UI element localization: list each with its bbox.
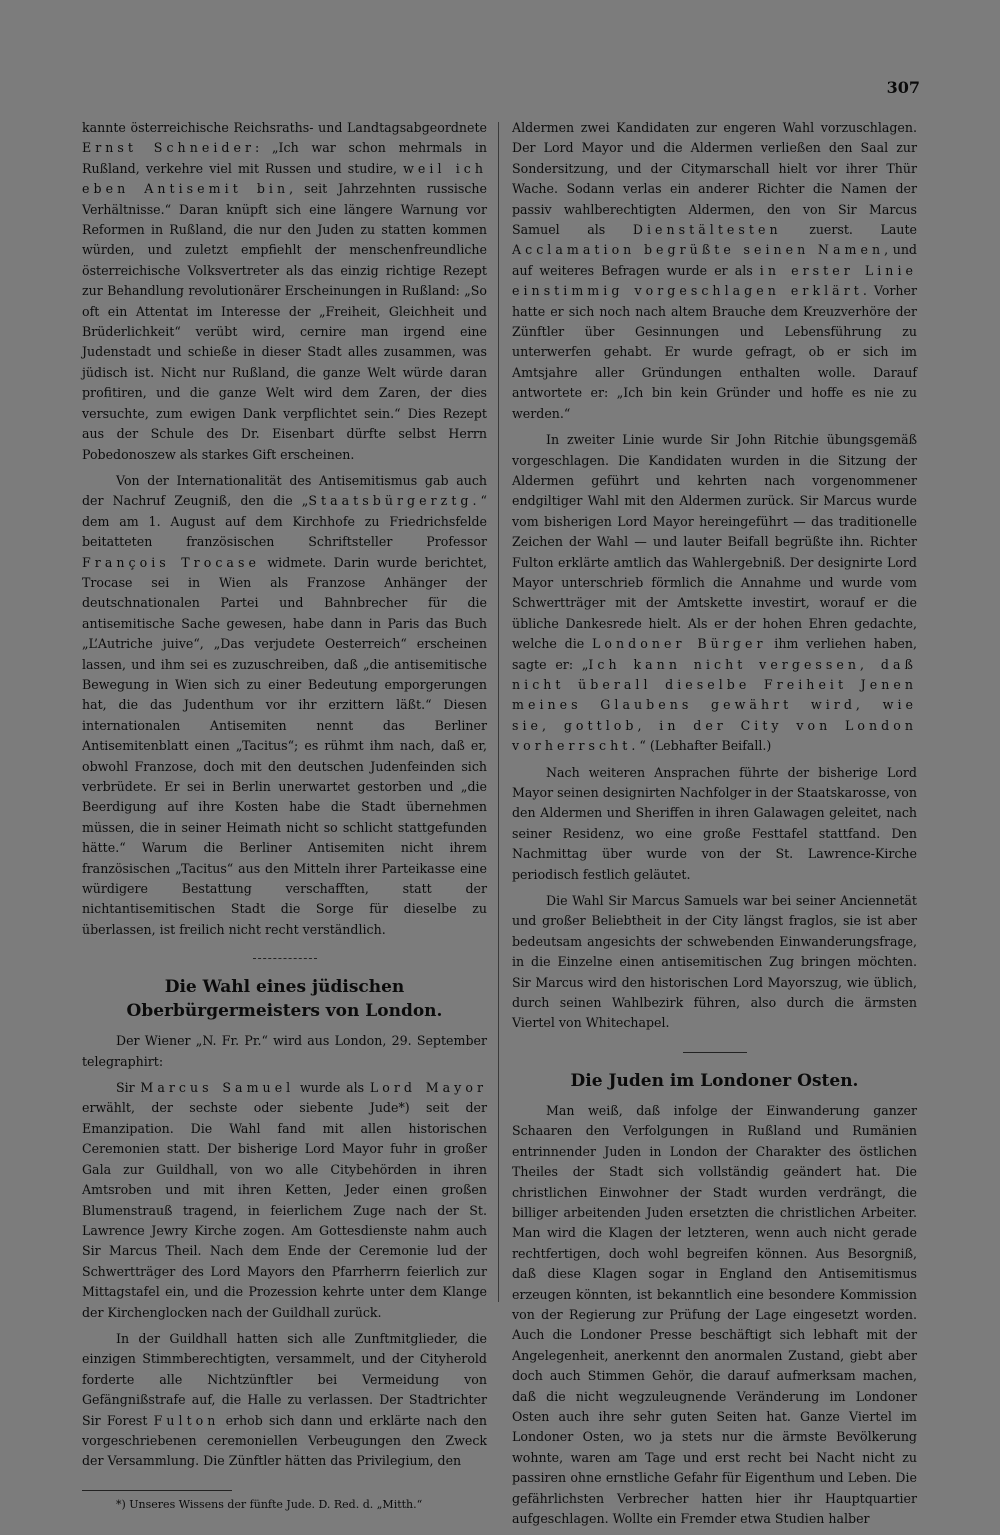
section-divider bbox=[253, 958, 317, 959]
text: “ dem am 1. August auf dem Kirchhofe zu Friedrichsfelde beitatteten französischen Schriftsteller Professor bbox=[82, 493, 487, 550]
text: In der Guildhall hatten sich alle Zunftmitglieder, die einzigen Stimmberechtigten, versammelt, und der Cityherold forderte alle Nichtzünftler bei Vermeidung von Gefängnißstrafe auf, die Halle zu verlassen. Der Stadtrichter Sir Forest bbox=[82, 1330, 487, 1428]
text: “ (Lebhafter Beifall.) bbox=[639, 738, 772, 754]
section-divider bbox=[683, 1052, 747, 1053]
text: erhob sich dann und erklärte nach den vorgeschriebenen ceremoniellen Verbeugungen den Zweck der Versammlung. Die Zünftler hätten das Privilegium, den bbox=[82, 1412, 487, 1469]
right-paragraph-1 bbox=[512, 118, 917, 424]
emphasis-text: in erster Linie einstimmig vorgeschlagen erklärt bbox=[512, 262, 917, 299]
left-paragraph-2 bbox=[82, 471, 487, 940]
emphasis-text: Lord Mayor bbox=[369, 1080, 487, 1096]
left-paragraph-3: Der Wiener „N. Fr. Pr.“ wird aus London, 29. September telegraphirt: bbox=[82, 1033, 487, 1069]
emphasis-text: Staatsbürgerztg. bbox=[308, 493, 481, 509]
right-column bbox=[512, 118, 917, 1535]
column-rule bbox=[498, 122, 499, 1302]
text: zuerst. Laute bbox=[781, 222, 917, 238]
emphasis-text: weil ich eben Antisemit bin bbox=[82, 160, 487, 197]
text: ihm verliehen haben, sagte er: „ bbox=[512, 636, 917, 672]
emphasis-text: Acclamation begrüßte seinen Namen bbox=[512, 242, 885, 258]
emphasis-text: Dienstältesten bbox=[632, 222, 782, 238]
text: : „Ich war schon mehrmals in Rußland, verkehre viel mit Russen und studire, bbox=[82, 140, 487, 176]
emphasis-text: Fulton bbox=[153, 1412, 220, 1428]
emphasis-text: Ich kann nicht vergessen, daß nicht überall dieselbe Freiheit Jenen meines Glaubens gewährt wird, wie sie, gottlob, in der City von London vorherrscht. bbox=[512, 656, 917, 754]
right-paragraph-3: Nach weiteren Ansprachen führte der bisherige Lord Mayor seinen designirten Nachfolger in der Staatskarosse, von den Aldermen und Sheriffen in ihren Galawagen geleitet, nach seiner Residenz, wo eine große Festtafel stattfand. Den Nachmittag über wurde von der St. Lawrence-Kirche periodisch festlich geläutet. bbox=[512, 764, 917, 882]
footnote-rule bbox=[82, 1490, 232, 1491]
article-heading-london-east: Die Juden im Londoner Osten. bbox=[570, 1070, 859, 1091]
emphasis-text: François Trocase bbox=[82, 554, 260, 570]
article-heading-london-election: Die Wahl eines jüdischen Oberbürgermeisters von London. bbox=[126, 977, 443, 1022]
right-paragraph-4: Die Wahl Sir Marcus Samuels war bei seiner Anciennetät und großer Beliebtheit in der City längst fraglos, sie ist aber bedeutsam angesichts der schwebenden Einwanderungsfrage, in die Einzelne einen antisemitischen Zug bringen möchten. Sir Marcus wird den historischen Lord Mayorszug, wie üblich, durch seinen Wahlbezirk führen, also durch die ärmsten Viertel von Whitechapel. bbox=[512, 893, 917, 1031]
left-column bbox=[82, 118, 487, 1512]
text: In zweiter Linie wurde Sir John Ritchie übungsgemäß vorgeschlagen. Die Kandidaten wurden in die Sitzung der Aldermen geführt und kehrten nach vorgenommener endgiltiger Wahl mit den Aldermen zurück. Sir Marcus wurde vom bisherigen Lord Mayor hereingeführt — das traditionelle Zeichen der Wahl — und lauter Beifall begrüßte ihn. Richter Fulton erklärte amtlich das Wahlergebniß. Der designirte Lord Mayor unterschrieb förmlich die Annahme und wurde vom Schwertträger mit der Amtskette investirt, worauf er die übliche Dankesrede hielt. Als er der hohen Ehren gedachte, welche die bbox=[512, 432, 917, 652]
text: , seit Jahrzehnten russische Verhältnisse.“ Daran knüpft sich eine längere Warnung vor Reformen in Rußland, die nur den Juden zu statten kommen würden, und zuletzt empfiehlt der menschenfreundliche österreichische Volksvertreter als das einzig richtige Rezept zur Behandlung revolutionärer Erscheinungen in Rußland: „So oft ein Attentat im Interesse der „Freiheit, Gleichheit und Brüderlichkeit“ verübt wird, cernire man irgend eine Judenstadt und schieße in dieser Stadt alles zusammen, was jüdisch ist. Nicht nur Rußland, die ganze Welt würde daran profitiren, und die ganze Welt wird dem Zaren, der dies versuchte, zum ewigen Dank verpflichtet sein.“ Dies Rezept aus der Schule des Dr. Eisenbart dürfte selbst Herrn Pobedonoszew als starkes Gift erscheinen. bbox=[82, 181, 487, 462]
emphasis-text: Marcus Samuel bbox=[140, 1080, 295, 1096]
text: kannte österreichische Reichsraths- und Landtagsabgeordnete bbox=[82, 120, 487, 135]
text: Aldermen zwei Kandidaten zur engeren Wahl vorzuschlagen. Der Lord Mayor und die Aldermen verließen den Saal zur Sondersitzung, und der Citymarschall hielt vor ihrer Thür Wache. Sodann verlas ein anderer Richter die Namen der passiv wahlberechtigten Aldermen, den von Sir Marcus Samuel als bbox=[512, 120, 917, 238]
page-number: 307 bbox=[886, 78, 920, 97]
right-paragraph-5: Man weiß, daß infolge der Einwanderung ganzer Schaaren den Verfolgungen in Rußland und Rumänien entrinnender Juden in London der Charakter des östlichen Theiles der Stadt sich vollständig geändert hat. Die christlichen Einwohner der Stadt wurden verdrängt, die billiger arbeitenden Juden ersetzten die christlichen Arbeiter. Man wird die Klagen der letzteren, wenn auch nicht gerade rechtfertigen, doch wohl begreifen können. Aus Besorgniß, daß diese Klagen sogar in England den Antisemitismus erzeugen könnten, ist bekanntlich eine besondere Kommission von der Regierung zur Prüfung der Lage eingesetzt worden. Auch die Londoner Presse beschäftigt sich lebhaft mit der Angelegenheit, anerkennt den anormalen Zustand, giebt aber doch auch Stimmen Gehör, die darauf aufmerksam machen, daß die nicht wegzuleugnende Veränderung im Londoner Osten auch ihre sehr guten Seiten hat. Ganze Viertel im Londoner Osten, wo ja stets nur die ärmste Bevölkerung wohnte, waren am Tage und erst recht bei Nacht nicht zu passiren ohne ernstliche Gefahr für Eigenthum und Leben. Die gefährlichsten Verbrecher hatten hier ihr Hauptquartier aufgeschlagen. Wollte ein Fremder etwa Studien halber bbox=[512, 1102, 917, 1526]
text: , und auf weiteres Befragen wurde er als bbox=[512, 242, 917, 278]
emphasis-text: Ernst Schneider bbox=[82, 140, 256, 156]
left-paragraph-1 bbox=[82, 118, 487, 465]
text: widmete. Darin wurde berichtet, Trocase sei in Wien als Franzose Anhänger der deutschnationalen Partei und Bahnbrecher für die antisemitische Sache gewesen, habe dann in Paris das Buch „L’Autriche juive“, „Das verjudete Oesterreich“ erscheinen lassen, und ihm sei es zuzuschreiben, daß „die antisemitische Bewegung in Wien sich zu einer Bedeutung emporgerungen hat, die das Judenthum vor ihr erzittern läßt.“ Diesen internationalen Antisemiten nennt das Berliner Antisemitenblatt einen „Tacitus“; es rühmt ihm nach, daß er, obwohl Franzose, doch mit den deutschen Judenfeinden sich verbrüdete. Er sei in Berlin unerwartet gestorben und „die Beerdigung auf ihre Kosten habe die Stadt übernehmen müssen, die in seiner Heimath nicht so schlicht stattgefunden hätte.“ Warum die Berliner Antisemiten nicht ihrem französischen „Tacitus“ aus den Mitteln ihrer Parteikasse eine würdigere Bestattung verschafften, statt der nichtantisemitischen Stadt die Sorge für dieselbe zu überlassen, ist freilich nicht recht verständlich. bbox=[82, 554, 488, 937]
left-paragraph-5 bbox=[82, 1329, 487, 1472]
text: Von der Internationalität des Antisemitismus gab auch der Nachruf Zeugniß, den die „ bbox=[82, 472, 487, 509]
text: Sir bbox=[116, 1080, 141, 1096]
text: erwählt, der sechste oder siebente Jude*) seit der Emanzipation. Die Wahl fand mit allen historischen Ceremonien statt. Der bisherige Lord Mayor fuhr in großer Gala zur Guildhall, von wo alle Citybehörden in ihren Amtsroben und mit ihren Ketten, Jeder einen großen Blumenstrauß tragend, in feierlichem Zuge nach der St. Lawrence Jewry Kirche zogen. Am Gottesdienste nahm auch Sir Marcus Theil. Nach dem Ende der Ceremonie lud der Schwertträger des Lord Mayors den Pfarrherrn feierlich zur Mittagstafel ein, und die Prozession kehrte unter dem Klange der Kirchenglocken nach der Guildhall zurück. bbox=[82, 1100, 487, 1320]
right-paragraph-2 bbox=[512, 430, 917, 757]
emphasis-text: Londoner Bürger bbox=[592, 636, 767, 652]
text: . Vorher hatte er sich noch nach altem Brauche dem Kreuzverhöre der Zünftler über Gesinnungen und Lebensführung zu unterwerfen gehabt. Er wurde gefragt, ob er sich im Amtsjahre aller Gründungen enthalten wolle. Darauf antwortete er: „Ich bin kein Gründer und hoffe es nie zu werden.“ bbox=[512, 283, 917, 421]
text: wurde als bbox=[294, 1080, 370, 1096]
footnote: *) Unseres Wissens der fünfte Jude. D. Red. d. „Mitth.“ bbox=[116, 1497, 423, 1511]
left-paragraph-4 bbox=[82, 1078, 487, 1323]
